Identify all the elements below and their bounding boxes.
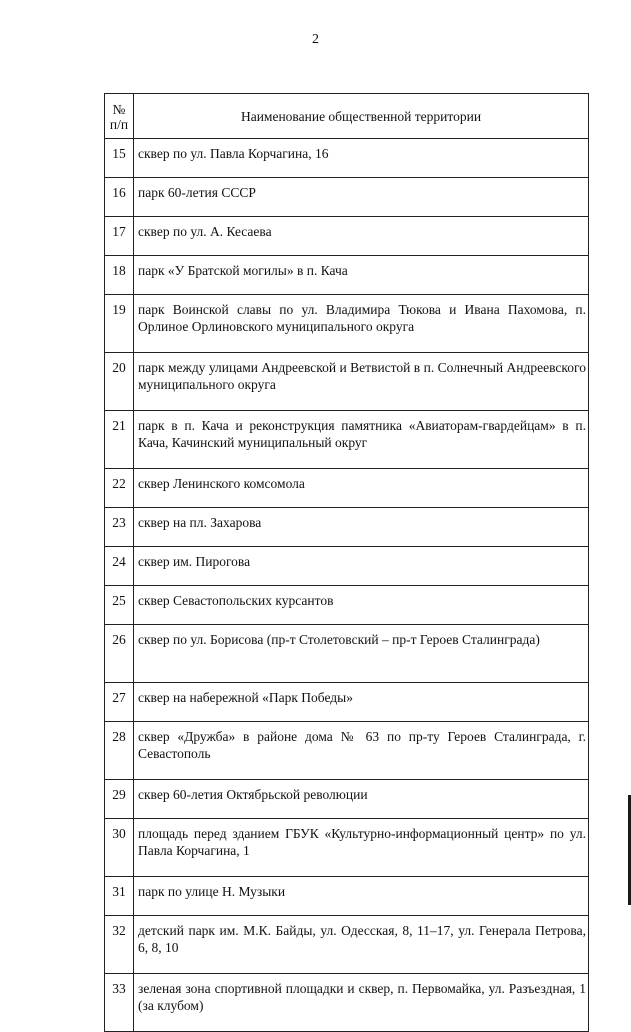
table-row xyxy=(105,469,589,508)
row-number: 33 xyxy=(105,974,134,1032)
row-number: 20 xyxy=(105,353,134,411)
header-name-label: Наименование общественной территории xyxy=(240,108,482,124)
header-number-label: № п/п xyxy=(109,102,129,132)
table-row xyxy=(105,353,589,411)
table-header xyxy=(105,94,589,139)
row-number: 25 xyxy=(105,586,134,625)
territory-name: сквер 60-летия Октябрьской революции xyxy=(134,780,589,819)
table-row xyxy=(105,178,589,217)
territory-name: парк Воинской славы по ул. Владимира Тюкова и Ивана Пахомова, п. Орлиное Орлиновского муниципального округа xyxy=(134,295,589,353)
territory-name: сквер по ул. Борисова (пр-т Столетовский – пр-т Героев Сталинграда) xyxy=(134,625,589,683)
row-number: 31 xyxy=(105,877,134,916)
row-number: 18 xyxy=(105,256,134,295)
table-row xyxy=(105,586,589,625)
table-row xyxy=(105,547,589,586)
table-row xyxy=(105,217,589,256)
row-number: 19 xyxy=(105,295,134,353)
row-number: 24 xyxy=(105,547,134,586)
territories-table xyxy=(104,93,589,1032)
table-row xyxy=(105,722,589,780)
row-number: 27 xyxy=(105,683,134,722)
territory-name: зеленая зона спортивной площадки и сквер, п. Первомайка, ул. Разъездная, 1 (за клубом) xyxy=(134,974,589,1032)
row-number: 15 xyxy=(105,139,134,178)
row-number: 29 xyxy=(105,780,134,819)
table-row xyxy=(105,877,589,916)
territory-name: сквер им. Пирогова xyxy=(134,547,589,586)
row-number: 32 xyxy=(105,916,134,974)
table-row xyxy=(105,819,589,877)
table-row xyxy=(105,508,589,547)
territory-name: парк в п. Кача и реконструкция памятника «Авиаторам-гвардейцам» в п. Кача, Качинский муниципальный округ xyxy=(134,411,589,469)
territory-name: сквер на набережной «Парк Победы» xyxy=(134,683,589,722)
table-row xyxy=(105,139,589,178)
territory-name: сквер по ул. Павла Корчагина, 16 xyxy=(134,139,589,178)
row-number: 30 xyxy=(105,819,134,877)
territory-name: сквер на пл. Захарова xyxy=(134,508,589,547)
row-number: 22 xyxy=(105,469,134,508)
territory-name: площадь перед зданием ГБУК «Культурно-информационный центр» по ул. Павла Корчагина, 1 xyxy=(134,819,589,877)
row-number: 16 xyxy=(105,178,134,217)
territory-name: сквер Севастопольских курсантов xyxy=(134,586,589,625)
territory-name: детский парк им. М.К. Байды, ул. Одесская, 8, 11–17, ул. Генерала Петрова, 6, 8, 10 xyxy=(134,916,589,974)
table-row xyxy=(105,683,589,722)
row-number: 23 xyxy=(105,508,134,547)
header-number xyxy=(105,94,134,139)
territory-name: сквер «Дружба» в районе дома № 63 по пр-ту Героев Сталинграда, г. Севастополь xyxy=(134,722,589,780)
territory-name: сквер по ул. А. Кесаева xyxy=(134,217,589,256)
table-row xyxy=(105,916,589,974)
territory-name: парк между улицами Андреевской и Ветвистой в п. Солнечный Андреевского муниципального округа xyxy=(134,353,589,411)
row-number: 17 xyxy=(105,217,134,256)
table-body xyxy=(105,139,589,1032)
table-row xyxy=(105,295,589,353)
territory-name: парк «У Братской могилы» в п. Кача xyxy=(134,256,589,295)
row-number: 21 xyxy=(105,411,134,469)
territory-name: сквер Ленинского комсомола xyxy=(134,469,589,508)
territory-name: парк 60-летия СССР xyxy=(134,178,589,217)
table-row xyxy=(105,411,589,469)
table-row xyxy=(105,256,589,295)
table-row xyxy=(105,780,589,819)
page-number: 2 xyxy=(312,32,319,47)
table-row xyxy=(105,974,589,1032)
header-name xyxy=(134,94,589,139)
territory-name: парк по улице Н. Музыки xyxy=(134,877,589,916)
row-number: 28 xyxy=(105,722,134,780)
table-row xyxy=(105,625,589,683)
row-number: 26 xyxy=(105,625,134,683)
